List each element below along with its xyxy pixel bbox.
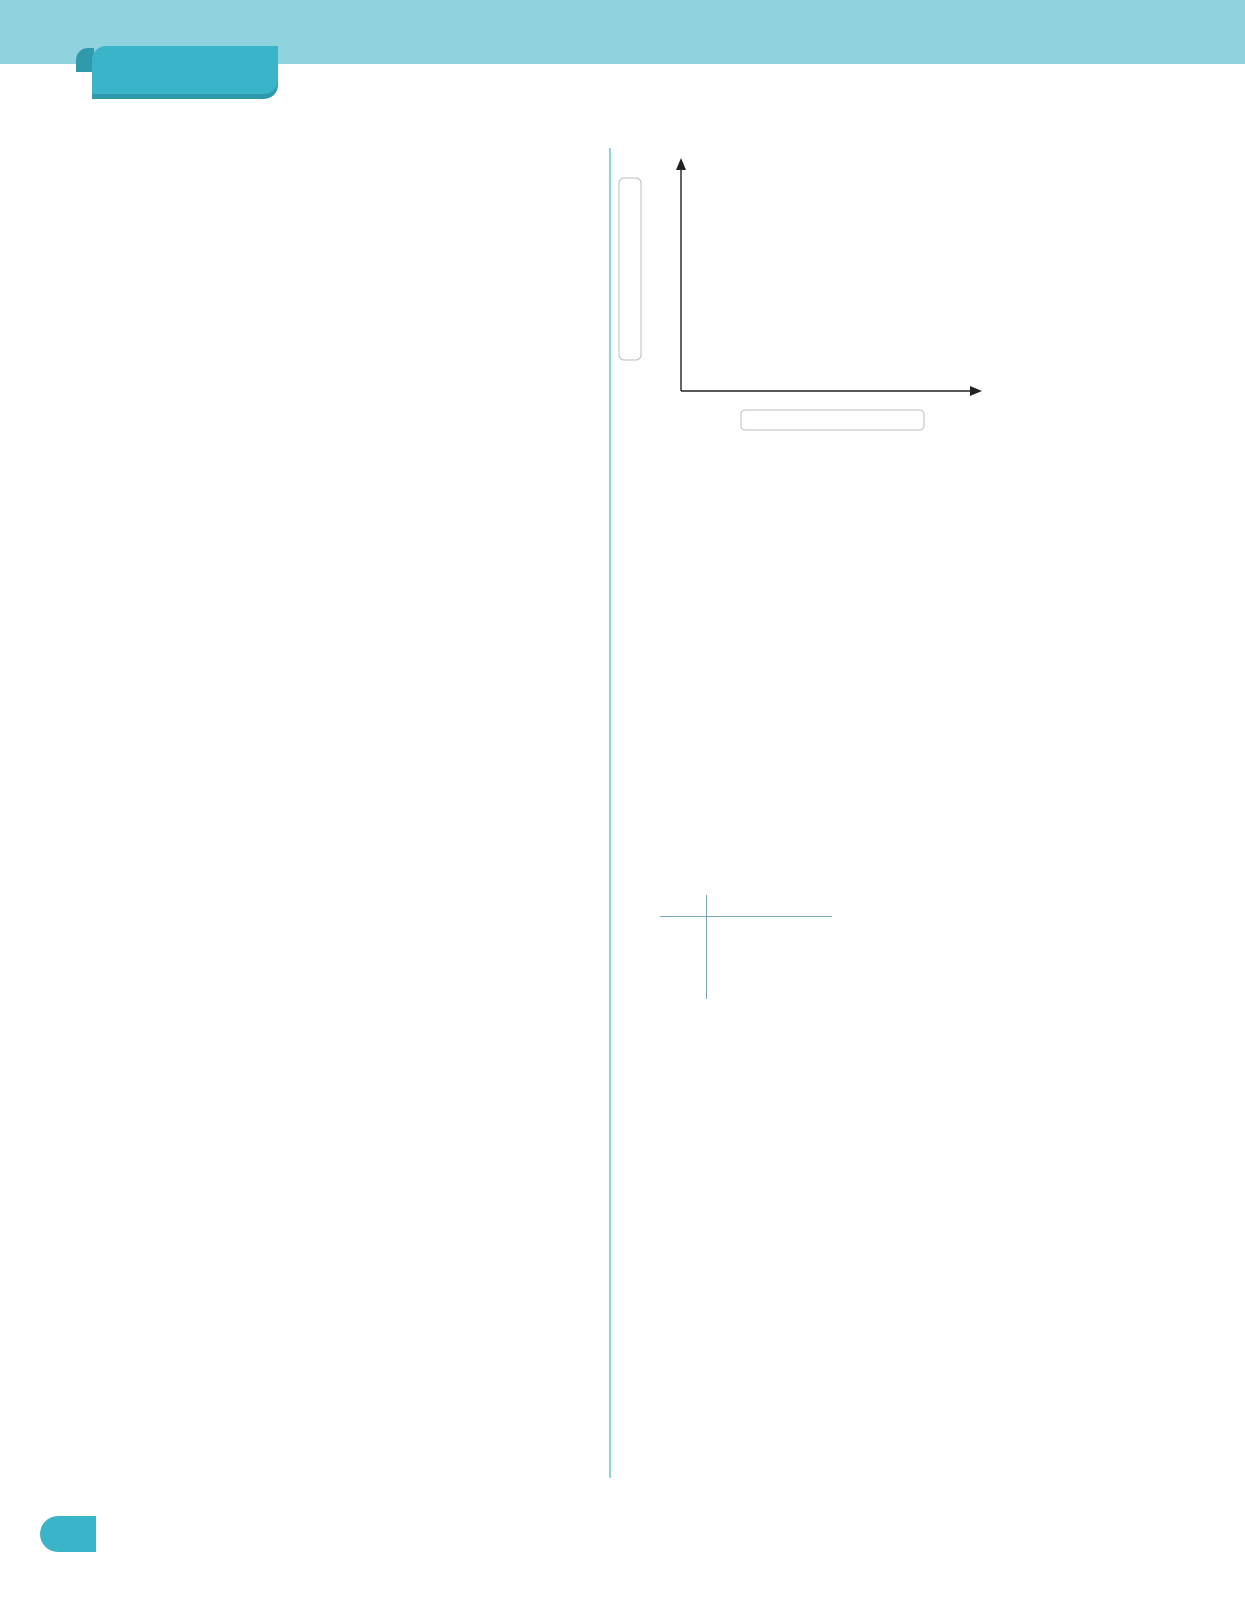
pie-examples: [250, 660, 440, 755]
x-axis-arrow: [970, 386, 982, 396]
section-tab: [92, 46, 278, 94]
y-axis-label-box: [619, 178, 641, 360]
column-divider: [609, 148, 611, 1478]
header-rule: [660, 916, 832, 917]
page-number: [40, 1516, 96, 1552]
stem-rule: [706, 895, 707, 999]
y-axis-arrow: [676, 158, 686, 170]
stem-leaf-plot: [660, 895, 832, 999]
x-axis-label-box: [741, 410, 924, 430]
bar-chart: [612, 140, 992, 440]
